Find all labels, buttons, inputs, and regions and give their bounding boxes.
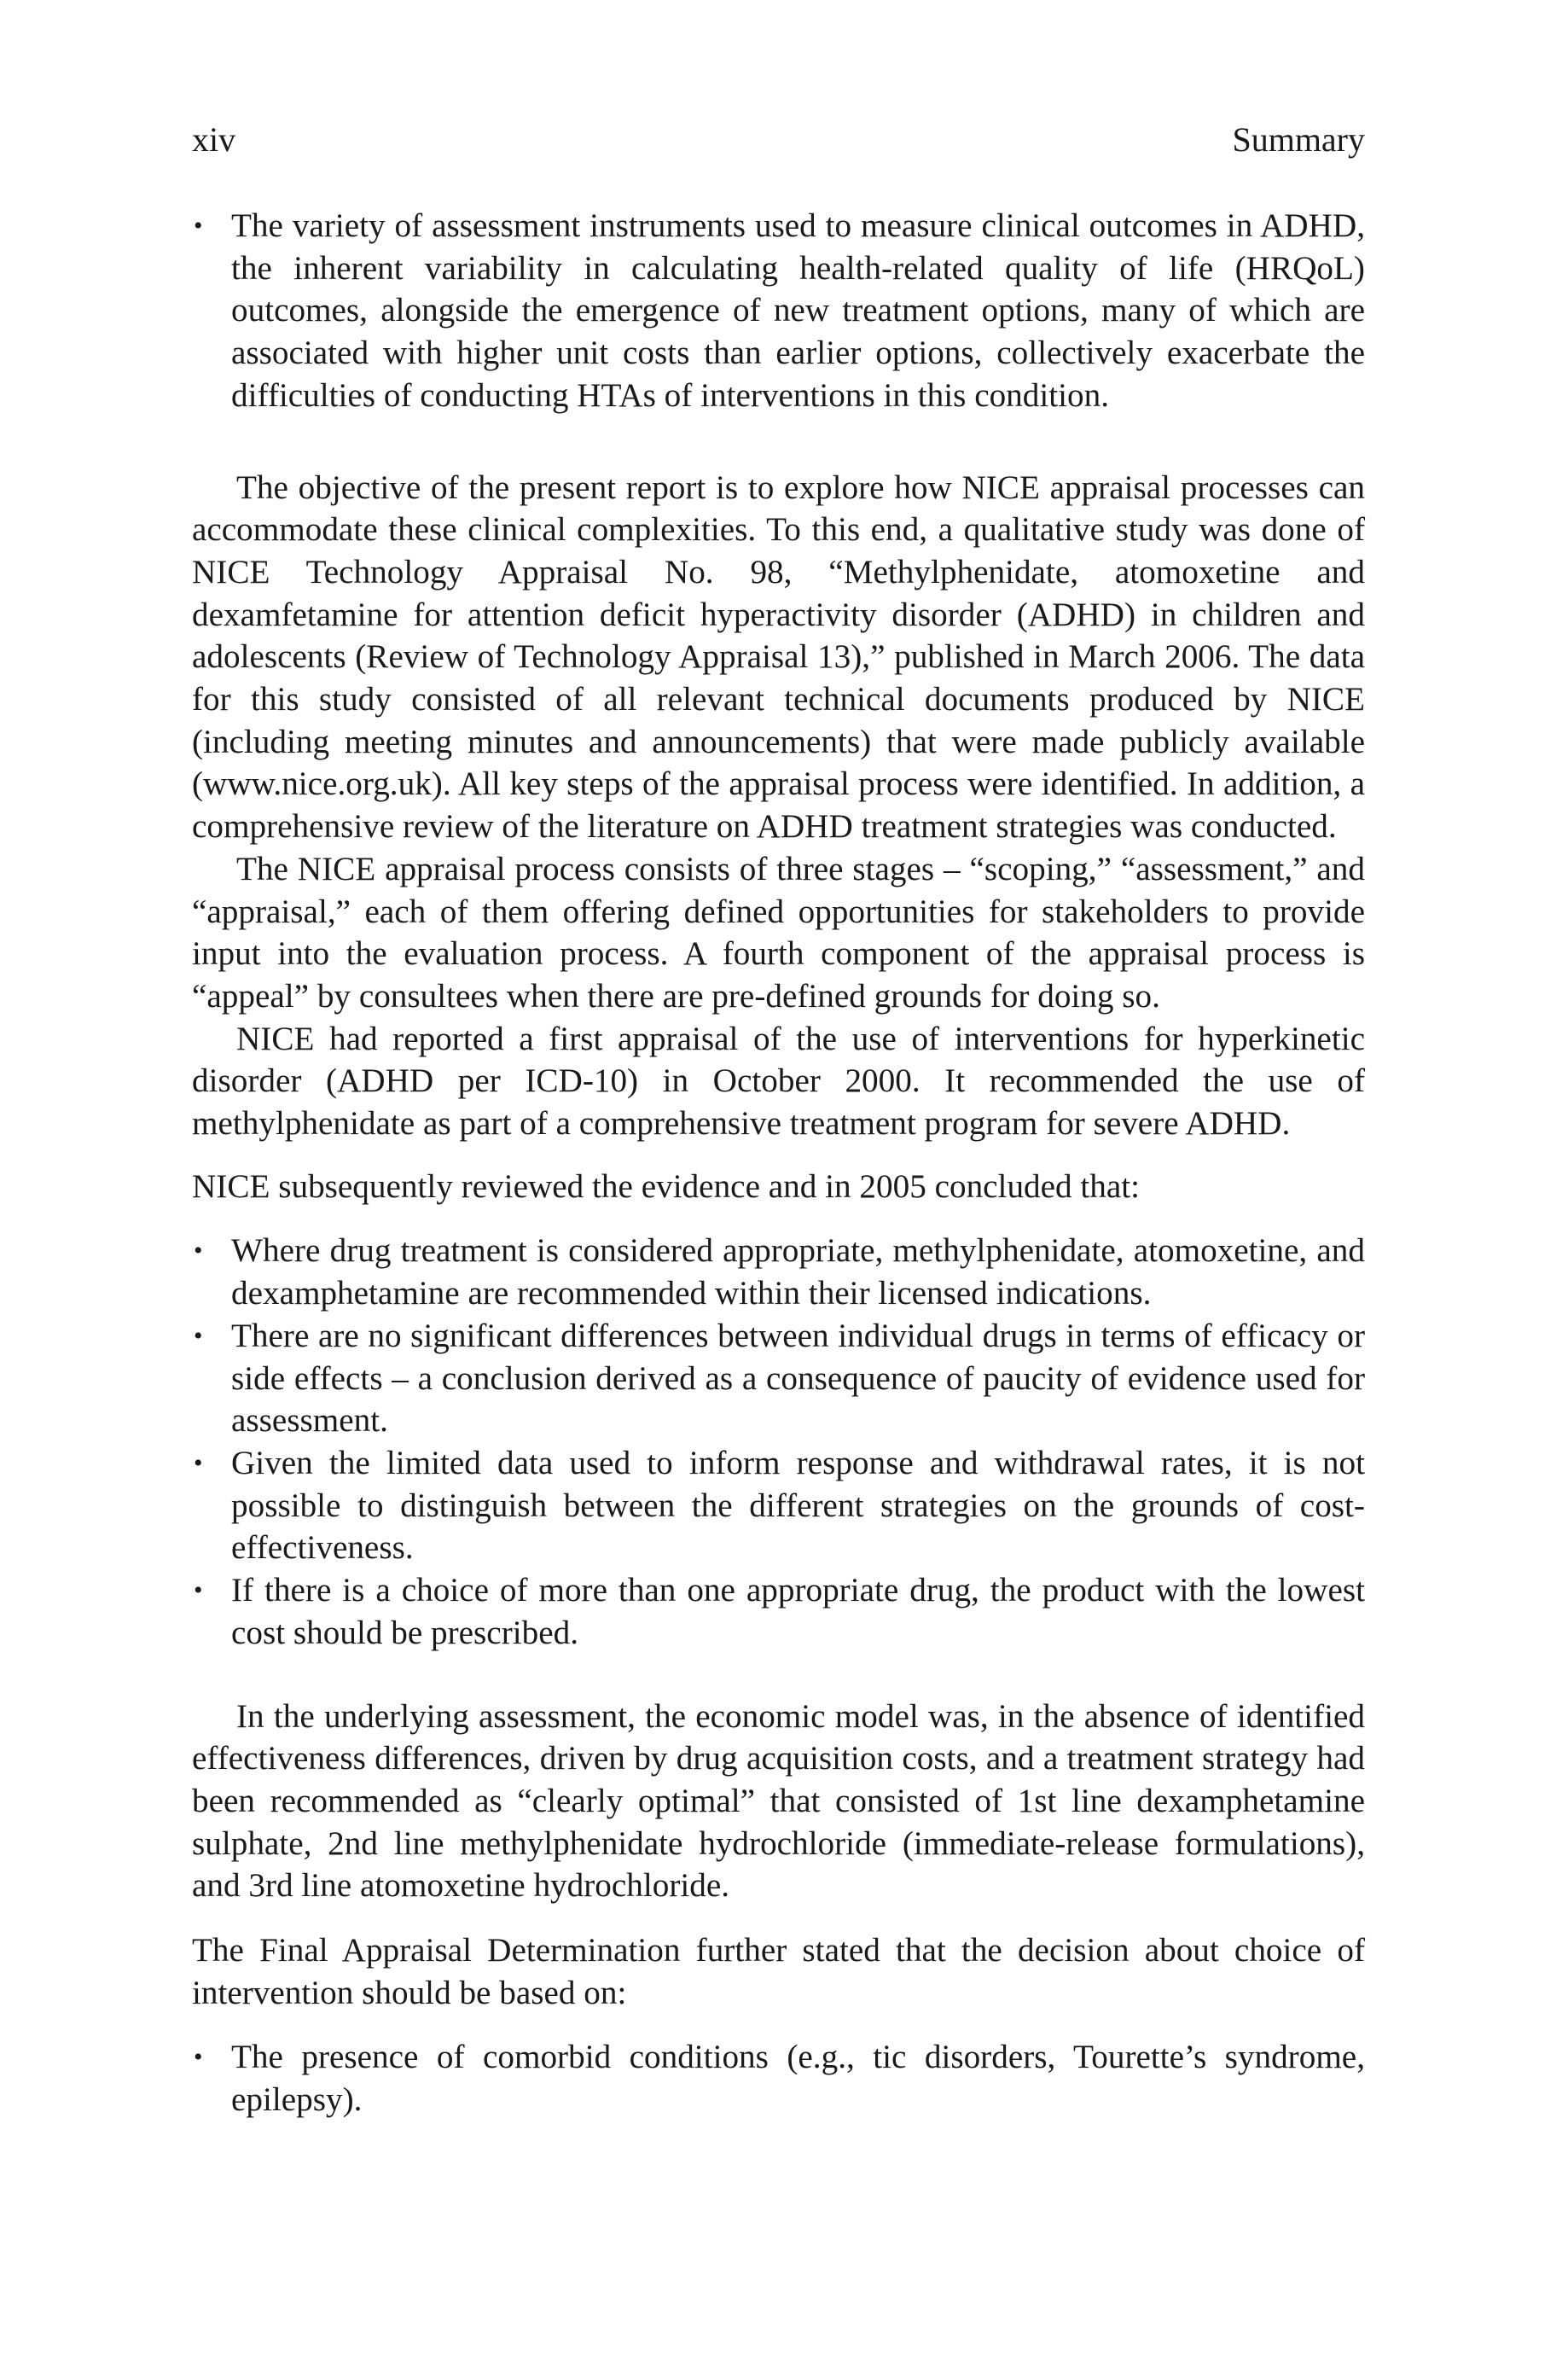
body-text (192, 205, 1365, 2121)
list-item-text: Where drug treatment is considered appropriate, methylphenidate, atomoxetine, and dexamphetamine are recommended within their licensed indications. (231, 1232, 1365, 1312)
list-item-text: There are no significant differences between individual drugs in terms of efficacy or side effects – a conclusion derived as a consequence of paucity of evidence used for assessment. (231, 1317, 1365, 1440)
spacer (192, 1207, 1365, 1230)
bullet-icon: • (194, 1236, 203, 1265)
bullet-list-criteria (192, 2036, 1365, 2121)
spacer (192, 2014, 1365, 2036)
spacer (192, 1145, 1365, 1166)
spacer (192, 1655, 1365, 1696)
list-item-text: If there is a choice of more than one appropriate drug, the product with the lowest cost should be prescribed. (231, 1572, 1365, 1651)
bullet-icon: • (194, 1321, 203, 1350)
list-item-text: The presence of comorbid conditions (e.g., tic disorders, Tourette’s syndrome, epilepsy). (231, 2039, 1365, 2119)
bullet-icon: • (194, 1576, 203, 1605)
bullet-list-top (192, 205, 1365, 417)
list-item-text: The variety of assessment instruments used to measure clinical outcomes in ADHD, the inherent variability in calculating health-related quality of life (HRQoL) outcomes, alongside the emergence of new treatment options, many of which are associated with higher unit costs than earlier options, collectively exacerbate the difficulties of conducting HTAs of interventions in this condition. (231, 207, 1365, 414)
bullet-icon: • (194, 1448, 203, 1477)
spacer (192, 417, 1365, 467)
paragraph: In the underlying assessment, the economic model was, in the absence of identified effectiveness differences, driven by drug acquisition costs, and a treatment strategy had been recommended as “clearly optimal” that consisted of 1st line dexamphetamine sulphate, 2nd line methylphenidate hydrochloride (immediate-release formulations), and 3rd line atomoxetine hydrochloride. (192, 1697, 1365, 1905)
bullet-icon: • (194, 2043, 203, 2072)
paragraph: NICE had reported a first appraisal of the use of interventions for hyperkinetic disorder (ADHD per ICD-10) in October 2000. It recommended the use of methylphenidate as part of a comprehensive treatment program for severe ADHD. (192, 1020, 1365, 1143)
list-item (192, 1442, 1365, 1569)
list-item (192, 1230, 1365, 1314)
list-item-text: Given the limited data used to inform response and withdrawal rates, it is not possible to distinguish between the different strategies on the grounds of cost-effectiveness. (231, 1444, 1365, 1567)
spacer (192, 1907, 1365, 1929)
list-item (192, 1315, 1365, 1442)
bullet-list-conclusions (192, 1230, 1365, 1654)
bullet-icon: • (194, 212, 203, 240)
paragraph: The objective of the present report is to explore how NICE appraisal processes can accommodate these clinical complexities. To this end, a qualitative study was done of NICE Technology Appraisal No. 98, “Methylphenidate, atomoxetine and dexamfetamine for attention deficit hyperactivity disorder (ADHD) in children and adolescents (Review of Technology Appraisal 13),” published in March 2006. The data for this study consisted of all relevant technical documents produced by NICE (including meeting minutes and announcements) that were made publicly available (www.nice.org.uk). All key steps of the appraisal process were identified. In addition, a comprehensive review of the literature on ADHD treatment strategies was conducted. (192, 468, 1365, 846)
list-item (192, 205, 1365, 417)
paragraph: The NICE appraisal process consists of three stages – “scoping,” “assessment,” and “appraisal,” each of them offering defined opportunities for stakeholders to provide input into the evaluation process. A fourth component of the appraisal process is “appeal” by consultees when there are pre-defined grounds for doing so. (192, 850, 1365, 1015)
running-head (192, 119, 1365, 160)
list-item (192, 2036, 1365, 2121)
paragraph: NICE subsequently reviewed the evidence and in 2005 concluded that: (192, 1167, 1141, 1205)
section-title: Summary (1232, 120, 1365, 159)
list-item (192, 1569, 1365, 1654)
page-number: xiv (192, 120, 236, 159)
paragraph: The Final Appraisal Determination further stated that the decision about choice of intervention should be based on: (192, 1932, 1365, 2011)
